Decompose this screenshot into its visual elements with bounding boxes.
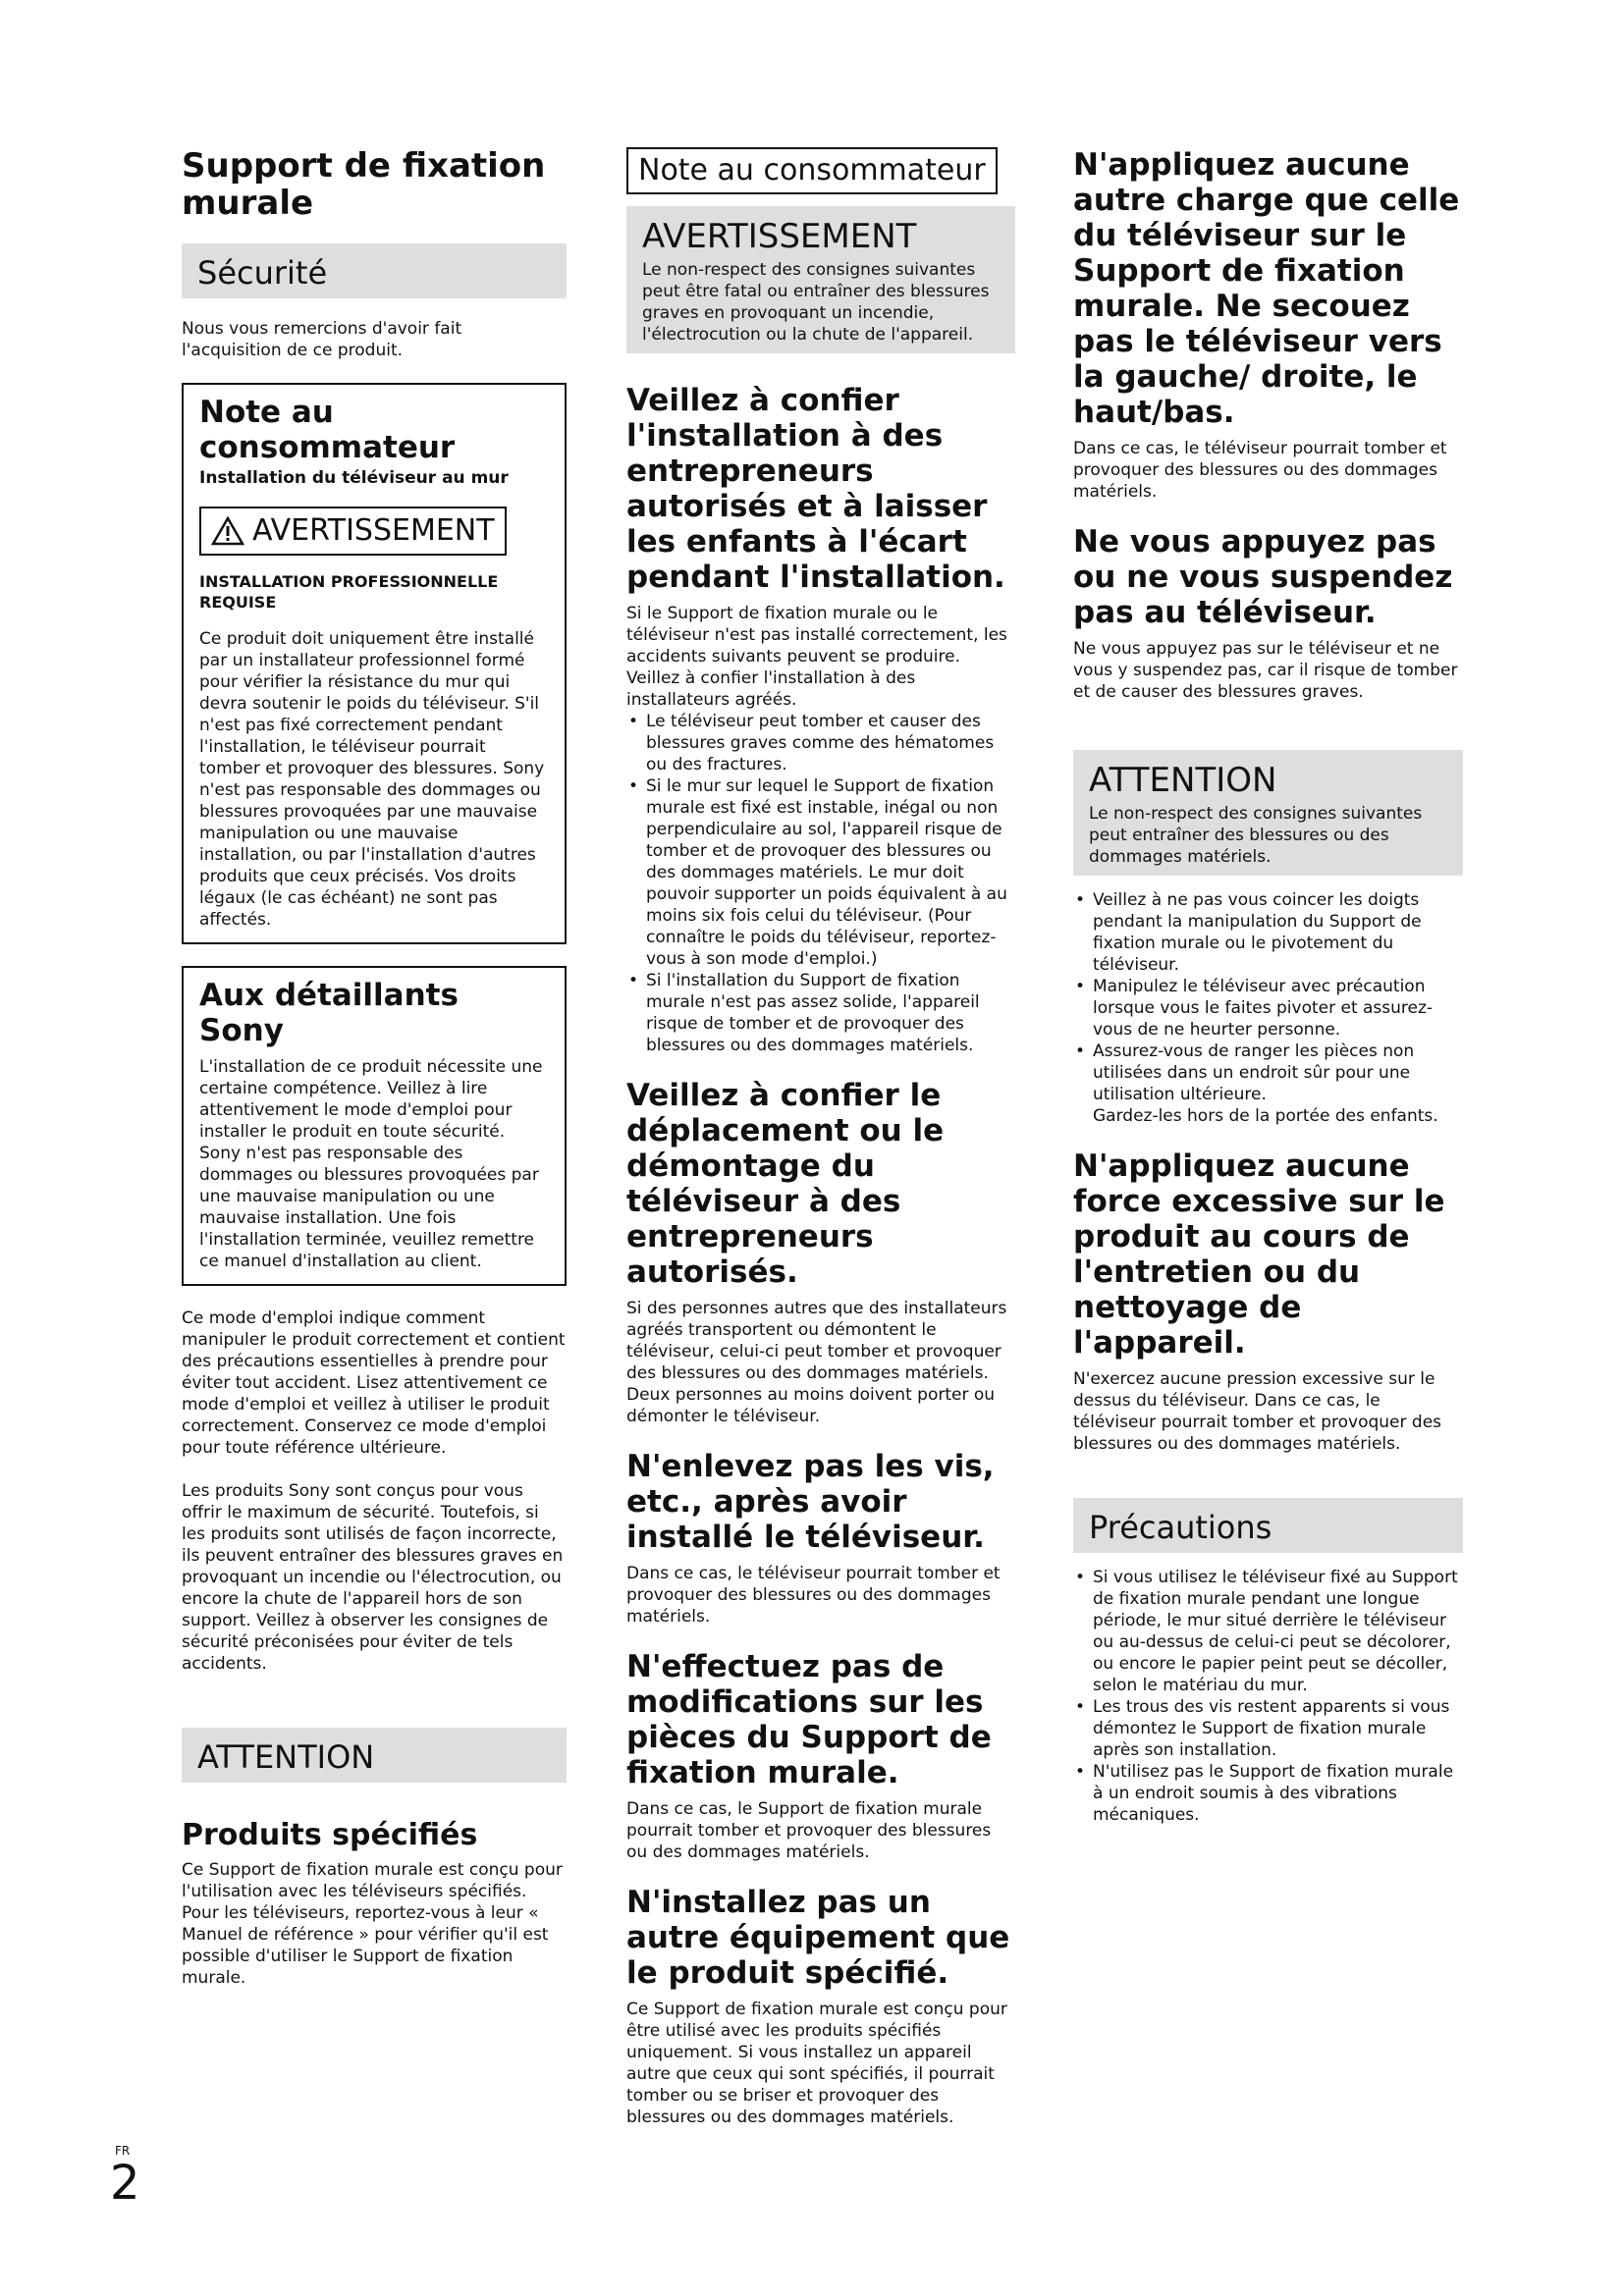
list-item: • Les trous des vis restent apparents si vous démontez le Support de fixation murale après son installation.	[1073, 1696, 1463, 1761]
no-extra-load-body: Dans ce cas, le téléviseur pourrait tomber et provoquer des blessures ou des dommages matériels.	[1073, 439, 1447, 502]
manual-intro-paragraph: Ce mode d'emploi indique comment manipuler le produit correctement et contient des précautions essentielles à prendre pour éviter tout accident. Lisez attentivement ce mode d'emploi et veillez à utiliser le produit correctement. Conservez ce mode d'emploi pour toute référence ultérieure.	[182, 1308, 566, 1458]
no-modification-heading: N'effectuez pas de modifications sur les pièces du Support de fixation murale.	[626, 1649, 992, 1790]
warning-label-box	[199, 507, 507, 556]
authorized-install-list	[626, 711, 1015, 1056]
warning-block	[626, 206, 1015, 353]
other-equipment-body: Ce Support de fixation murale est conçu pour être utilisé avec les produits spécifiés uniquement. Si vous installez un appareil autre que ceux qui sont spécifiés, il pourrait tomber ou se briser et provoquer des blessures ou des dommages matériels.	[626, 2000, 1007, 2127]
consumer-note-box	[182, 383, 567, 944]
consumer-note-title: Note au consommateur	[199, 395, 456, 465]
no-modification-body: Dans ce cas, le Support de fixation murale pourrait tomber et provoquer des blessures ou des dommages matériels.	[626, 1799, 992, 1862]
screws-heading: N'enlevez pas les vis, etc., après avoir installé le téléviseur.	[626, 1449, 995, 1555]
retailer-note-box	[182, 966, 567, 1286]
section-securite: Sécurité	[182, 243, 567, 298]
warning-triangle-icon	[211, 516, 244, 546]
move-dismantle-body: Si des personnes autres que des installateurs agréés transportent ou démontent le téléviseur, celui-ci peut tomber et provoquer des blessures ou des dommages matériels. Deux personnes au moins doivent porter ou démonter le téléviseur.	[626, 1299, 1007, 1426]
consumer-note-body: Ce produit doit uniquement être installé par un installateur professionnel formé pour vérifier la résistance du mur qui devra soutenir le poids du téléviseur. S'il n'est pas fixé correctement pendant l'installation, le téléviseur pourrait tomber et provoquer des blessures. Sony n'est pas responsable des dommages ou blessures provoquées par une mauvaise manipulation ou une mauvaise installation, ou par l'installation d'autres produits que ceux précisés. Vos droits légaux (le cas échéant) ne sont pas affectés.	[199, 629, 545, 930]
precautions-list	[1073, 1567, 1463, 1826]
list-item: • Le téléviseur peut tomber et causer des blessures graves comme des hématomes ou des fractures.	[626, 711, 1015, 775]
thanks-text: Nous vous remercions d'avoir fait l'acquisition de ce produit.	[182, 319, 462, 360]
section-attention: ATTENTION	[182, 1728, 567, 1783]
screws-body: Dans ce cas, le téléviseur pourrait tomber et provoquer des blessures ou des dommages matériels.	[626, 1564, 1001, 1627]
caution-list	[1073, 889, 1463, 1105]
safety-paragraph: Les produits Sony sont conçus pour vous offrir le maximum de sécurité. Toutefois, si les produits sont utilisés de façon incorrecte, ils peuvent entraîner des blessures graves en provoquant un incendie ou l'électrocution, ou encore la chute de l'appareil hors de son support. Veillez à observer les consignes de sécurité préconisées pour éviter de tels accidents.	[182, 1481, 564, 1674]
no-excess-force-heading: N'appliquez aucune force excessive sur le produit au cours de l'entretien ou du nettoyage de l'appareil.	[1073, 1148, 1445, 1361]
column-1	[182, 147, 567, 2010]
list-item: • Si le mur sur lequel le Support de fixation murale est fixé est instable, inégal ou non perpendiculaire au sol, l'appareil risque de tomber et de provoquer des blessures ou des dommages matériels. Le mur doit pouvoir supporter un poids équivalent à au moins six fois celui du téléviseur. (Pour connaître le poids du téléviseur, reportez-vous à son mode d'emploi.)	[626, 775, 1015, 970]
no-extra-load-heading: N'appliquez aucune autre charge que celle du téléviseur sur le Support de fixation murale. Ne secouez pas le téléviseur vers la gauche/ droite, le haut/bas.	[1073, 147, 1460, 430]
retailer-note-title: Aux détaillants Sony	[199, 978, 459, 1048]
warning-label: AVERTISSEMENT	[252, 513, 495, 548]
authorized-install-body: Si le Support de fixation murale ou le téléviseur n'est pas installé correctement, les accidents suivants peuvent se produire. Veillez à confier l'installation à des installateurs agréés.	[626, 604, 1007, 710]
page-number: 2	[110, 2156, 140, 2211]
column-3	[1073, 147, 1463, 1847]
caution-block	[1073, 750, 1463, 876]
page-heading: Support de fixation murale	[182, 146, 546, 223]
language-code: FR	[115, 2144, 131, 2158]
list-item: • Manipulez le téléviseur avec précaution lorsque vous le faites pivoter et assurez-vous de ne heurter personne.	[1073, 976, 1463, 1041]
specified-products-title: Produits spécifiés	[182, 1818, 478, 1852]
list-item: • Si l'installation du Support de fixation murale n'est pas assez solide, l'appareil risque de tomber et de provoquer des blessures ou des dommages matériels.	[626, 970, 1015, 1056]
list-item: • N'utilisez pas le Support de fixation murale à un endroit soumis à des vibrations mécaniques.	[1073, 1761, 1463, 1826]
other-equipment-heading: N'installez pas un autre équipement que le produit spécifié.	[626, 1885, 1010, 1991]
no-lean-body: Ne vous appuyez pas sur le téléviseur et ne vous y suspendez pas, car il risque de tomber et de causer des blessures graves.	[1073, 639, 1458, 702]
authorized-install-heading: Veillez à confier l'installation à des entrepreneurs autorisés et à laisser les enfants à l'écart pendant l'installation.	[626, 383, 1005, 595]
move-dismantle-heading: Veillez à confier le déplacement ou le démontage du téléviseur à des entrepreneurs autorisés.	[626, 1078, 945, 1290]
keep-away-children: Gardez-les hors de la portée des enfants.	[1093, 1106, 1438, 1126]
retailer-note-body: L'installation de ce produit nécessite une certaine compétence. Veillez à lire attentivement le mode d'emploi pour installer le produit en toute sécurité. Sony n'est pas responsable des dommages ou blessures provoquées par une mauvaise manipulation ou une mauvaise installation. Une fois l'installation terminée, veuillez remettre ce manuel d'installation au client.	[199, 1057, 543, 1271]
no-lean-heading: Ne vous appuyez pas ou ne vous suspendez pas au téléviseur.	[1073, 524, 1453, 630]
column-2	[626, 147, 1015, 2150]
warning-body: Le non-respect des consignes suivantes peut être fatal ou entraîner des blessures graves en provoquant un incendie, l'électrocution ou la chute de l'appareil.	[642, 260, 990, 345]
specified-products-body: Ce Support de fixation murale est conçu pour l'utilisation avec les téléviseurs spécifiés. Pour les téléviseurs, reportez-vous à leur « Manuel de référence » pour vérifier qu'il est possible d'utiliser le Support de fixation murale.	[182, 1860, 563, 1988]
no-excess-force-body: N'exercez aucune pression excessive sur le dessus du téléviseur. Dans ce cas, le téléviseur pourrait tomber et provoquer des blessures ou des dommages matériels.	[1073, 1369, 1442, 1454]
section-precautions: Précautions	[1073, 1498, 1463, 1553]
list-item: • Si vous utilisez le téléviseur fixé au Support de fixation murale pendant une longue période, le mur situé derrière le téléviseur ou au-dessus de celui-ci peut se décolorer, ou encore le papier peint peut se décoller, selon le matériau du mur.	[1073, 1567, 1463, 1696]
list-item: • Assurez-vous de ranger les pièces non utilisées dans un endroit sûr pour une utilisation ultérieure.	[1073, 1041, 1463, 1105]
warning-title: AVERTISSEMENT	[642, 217, 917, 256]
professional-install-required: INSTALLATION PROFESSIONNELLE REQUISE	[199, 572, 499, 612]
consumer-note-heading: Note au consommateur	[626, 147, 998, 194]
caution-title: ATTENTION	[1089, 761, 1277, 800]
list-item: • Veillez à ne pas vous coincer les doigts pendant la manipulation du Support de fixation murale ou le pivotement du téléviseur.	[1073, 889, 1463, 976]
caution-body: Le non-respect des consignes suivantes peut entraîner des blessures ou des dommages matériels.	[1089, 804, 1423, 867]
consumer-note-subtitle: Installation du téléviseur au mur	[199, 468, 509, 488]
